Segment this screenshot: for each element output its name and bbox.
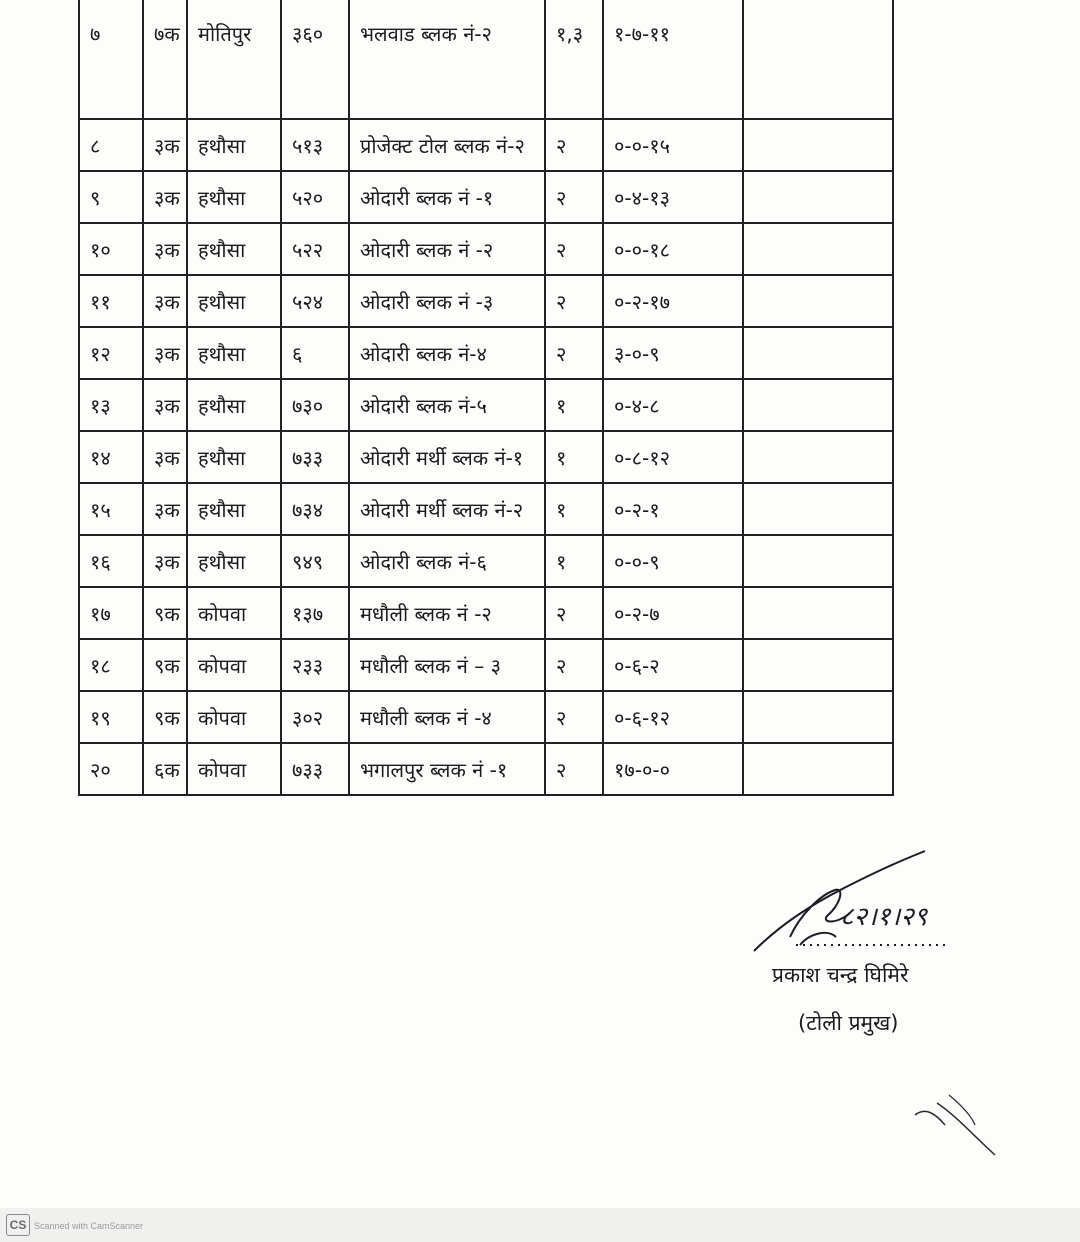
cell-sn: ७ <box>79 0 143 119</box>
cell-place: कोपवा <box>187 639 281 691</box>
cell-ward: ३क <box>143 535 187 587</box>
cell-block: मधौली ब्लक नं – ३ <box>349 639 545 691</box>
cell-remarks <box>743 0 893 119</box>
table-row <box>79 639 893 691</box>
table-row <box>79 171 893 223</box>
cell-sn: १५ <box>79 483 143 535</box>
cell-sn: १६ <box>79 535 143 587</box>
table-row <box>79 223 893 275</box>
cell-block: ओदारी ब्लक नं-४ <box>349 327 545 379</box>
cell-place: कोपवा <box>187 587 281 639</box>
cell-kitta: ५१३ <box>281 119 349 171</box>
cell-place: हथौसा <box>187 327 281 379</box>
cell-remarks <box>743 743 893 795</box>
cell-place: कोपवा <box>187 743 281 795</box>
cell-kitta: ७३० <box>281 379 349 431</box>
cell-class: २ <box>545 171 603 223</box>
cell-sn: १३ <box>79 379 143 431</box>
cell-kitta: ३०२ <box>281 691 349 743</box>
cell-class: २ <box>545 327 603 379</box>
cell-block: भगालपुर ब्लक नं -१ <box>349 743 545 795</box>
cell-block: मधौली ब्लक नं -२ <box>349 587 545 639</box>
cell-ward: ९क <box>143 639 187 691</box>
cell-remarks <box>743 431 893 483</box>
cell-class: २ <box>545 587 603 639</box>
cell-class: २ <box>545 639 603 691</box>
cell-sn: ११ <box>79 275 143 327</box>
cell-place: हथौसा <box>187 379 281 431</box>
cell-sn: २० <box>79 743 143 795</box>
cell-kitta: ७३३ <box>281 431 349 483</box>
cell-remarks <box>743 639 893 691</box>
cell-sn: १२ <box>79 327 143 379</box>
cell-place: हथौसा <box>187 535 281 587</box>
cell-place: हथौसा <box>187 171 281 223</box>
cell-ward: ६क <box>143 743 187 795</box>
table-row <box>79 275 893 327</box>
cell-place: हथौसा <box>187 483 281 535</box>
cell-class: २ <box>545 223 603 275</box>
cell-kitta: ७३३ <box>281 743 349 795</box>
cell-area: ०-२-१७ <box>603 275 743 327</box>
cell-block: मधौली ब्लक नं -४ <box>349 691 545 743</box>
cell-remarks <box>743 379 893 431</box>
table-row <box>79 691 893 743</box>
cell-block: ओदारी ब्लक नं -३ <box>349 275 545 327</box>
cell-class: १ <box>545 483 603 535</box>
table-body <box>79 0 893 795</box>
signature-block <box>740 845 980 1045</box>
cell-class: २ <box>545 119 603 171</box>
camscanner-logo: CS <box>6 1214 30 1236</box>
cell-kitta: ५२० <box>281 171 349 223</box>
cell-class: १ <box>545 431 603 483</box>
cell-kitta: १३७ <box>281 587 349 639</box>
cell-place: हथौसा <box>187 223 281 275</box>
cell-area: ०-२-७ <box>603 587 743 639</box>
pen-mark <box>905 1085 1015 1175</box>
cell-place: हथौसा <box>187 275 281 327</box>
cell-place: हथौसा <box>187 119 281 171</box>
cell-ward: ३क <box>143 223 187 275</box>
cell-block: ओदारी ब्लक नं -१ <box>349 171 545 223</box>
cell-place: हथौसा <box>187 431 281 483</box>
cell-sn: ८ <box>79 119 143 171</box>
cell-ward: ३क <box>143 275 187 327</box>
cell-remarks <box>743 587 893 639</box>
cell-ward: ३क <box>143 379 187 431</box>
cell-sn: १९ <box>79 691 143 743</box>
cell-place: मोतिपुर <box>187 0 281 119</box>
cell-ward: ३क <box>143 327 187 379</box>
table-row <box>79 587 893 639</box>
cell-kitta: ७३४ <box>281 483 349 535</box>
cell-area: ०-०-१५ <box>603 119 743 171</box>
cell-area: ०-२-१ <box>603 483 743 535</box>
cell-sn: १० <box>79 223 143 275</box>
cell-ward: ९क <box>143 691 187 743</box>
cell-remarks <box>743 275 893 327</box>
cell-area: ०-०-१८ <box>603 223 743 275</box>
signature-date-text: ८२।१।२९ <box>840 902 928 932</box>
cell-area: ०-८-१२ <box>603 431 743 483</box>
cell-block: भलवाड ब्लक नं-२ <box>349 0 545 119</box>
cell-ward: ३क <box>143 119 187 171</box>
cell-block: प्रोजेक्ट टोल ब्लक नं-२ <box>349 119 545 171</box>
cell-remarks <box>743 171 893 223</box>
cell-area: ०-६-१२ <box>603 691 743 743</box>
cell-area: १७-०-० <box>603 743 743 795</box>
cell-remarks <box>743 119 893 171</box>
cell-remarks <box>743 691 893 743</box>
cell-area: ०-६-२ <box>603 639 743 691</box>
cell-sn: ९ <box>79 171 143 223</box>
cell-kitta: ३६० <box>281 0 349 119</box>
table-row <box>79 535 893 587</box>
cell-class: २ <box>545 275 603 327</box>
cell-kitta: ५२४ <box>281 275 349 327</box>
cell-class: १ <box>545 535 603 587</box>
cell-block: ओदारी मर्थी ब्लक नं-२ <box>349 483 545 535</box>
cell-remarks <box>743 223 893 275</box>
land-record-table <box>78 0 894 796</box>
table-row <box>79 327 893 379</box>
table-row <box>79 483 893 535</box>
cell-area: ३-०-९ <box>603 327 743 379</box>
cell-sn: १७ <box>79 587 143 639</box>
cell-kitta: ६ <box>281 327 349 379</box>
table-row <box>79 431 893 483</box>
cell-area: ०-४-१३ <box>603 171 743 223</box>
handwritten-signature <box>740 845 980 965</box>
cell-kitta: ९४९ <box>281 535 349 587</box>
table-row <box>79 119 893 171</box>
cell-block: ओदारी ब्लक नं -२ <box>349 223 545 275</box>
cell-class: २ <box>545 691 603 743</box>
cell-sn: १८ <box>79 639 143 691</box>
cell-class: १ <box>545 379 603 431</box>
cell-remarks <box>743 483 893 535</box>
cell-sn: १४ <box>79 431 143 483</box>
cell-block: ओदारी मर्थी ब्लक नं-१ <box>349 431 545 483</box>
cell-ward: ३क <box>143 483 187 535</box>
cell-remarks <box>743 535 893 587</box>
cell-area: ०-०-९ <box>603 535 743 587</box>
cell-place: कोपवा <box>187 691 281 743</box>
cell-area: ०-४-८ <box>603 379 743 431</box>
signatory-name: प्रकाश चन्द्र घिमिरे <box>772 963 909 987</box>
scanner-watermark-text: Scanned with CamScanner <box>34 1221 144 1231</box>
cell-ward: ३क <box>143 171 187 223</box>
cell-area: १-७-११ <box>603 0 743 119</box>
cell-ward: ३क <box>143 431 187 483</box>
cell-ward: ७क <box>143 0 187 119</box>
table-row <box>79 0 893 119</box>
cell-block: ओदारी ब्लक नं-६ <box>349 535 545 587</box>
cell-kitta: ५२२ <box>281 223 349 275</box>
cell-class: १,३ <box>545 0 603 119</box>
cell-block: ओदारी ब्लक नं-५ <box>349 379 545 431</box>
cell-kitta: २३३ <box>281 639 349 691</box>
table-row <box>79 379 893 431</box>
table-row <box>79 743 893 795</box>
scanner-footer <box>0 1208 1080 1242</box>
cell-class: २ <box>545 743 603 795</box>
signatory-role: (टोली प्रमुख) <box>798 1011 899 1035</box>
cell-remarks <box>743 327 893 379</box>
cell-ward: ९क <box>143 587 187 639</box>
